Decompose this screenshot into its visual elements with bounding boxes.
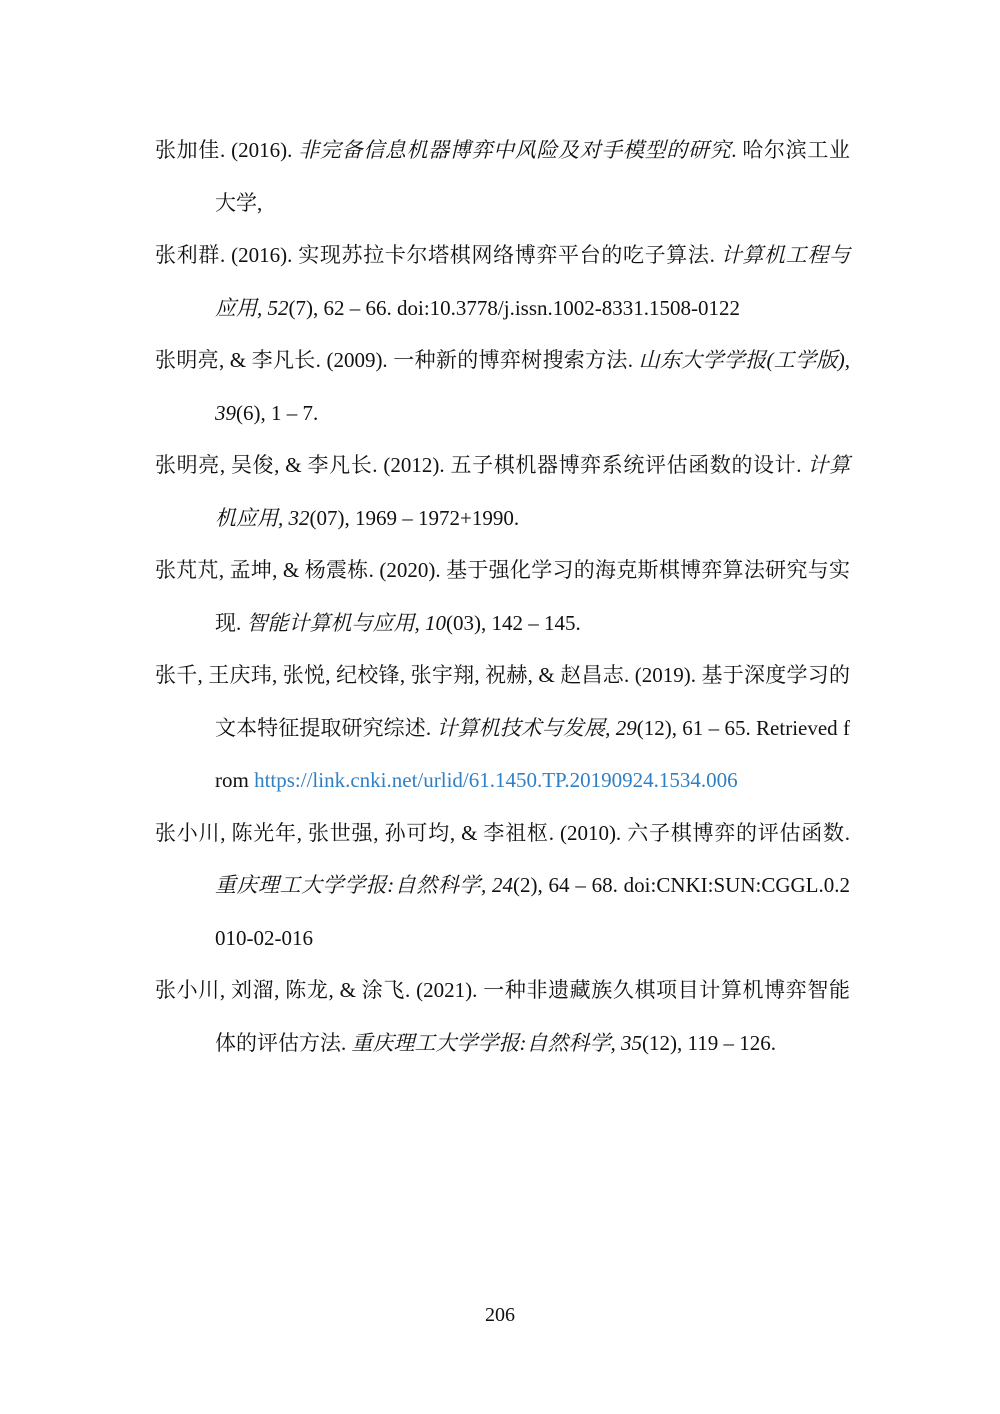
reference-authors: 张明亮, 吴俊, & 李凡长. (2012).: [155, 453, 451, 477]
reference-title: 五子棋机器博弈系统评估函数的设计.: [450, 453, 808, 477]
reference-publisher: . 哈尔滨工业大学,: [215, 138, 850, 215]
reference-journal: 计算机工程与应用: [215, 243, 850, 320]
reference-title: 基于深度学习的文本特征提取研究综述.: [215, 663, 850, 740]
reference-entry: [155, 439, 850, 544]
reference-authors: 张加佳. (2016).: [155, 138, 299, 162]
reference-details: (2), 64 – 68. doi:CNKI:SUN:CGGL.0.2010-02-016: [215, 873, 850, 950]
reference-separator: ,: [480, 873, 493, 897]
reference-title: 基于强化学习的海克斯棋博弈算法研究与实现.: [215, 558, 850, 635]
reference-url-link[interactable]: https://link.cnki.net/urlid/61.1450.TP.20190924.1534.006: [254, 768, 738, 792]
reference-details: (6), 1 – 7.: [236, 400, 319, 425]
reference-title: 一种非遗藏族久棋项目计算机博弈智能体的评估方法.: [215, 978, 850, 1055]
reference-journal: 智能计算机与应用: [246, 610, 415, 635]
reference-title: 实现苏拉卡尔塔棋网络博弈平台的吃子算法.: [298, 243, 721, 267]
reference-volume: 39: [215, 400, 236, 425]
reference-entry: [155, 544, 850, 649]
reference-authors: 张明亮, & 李凡长. (2009).: [155, 348, 394, 372]
reference-volume: 29: [615, 715, 637, 740]
reference-volume: 35: [621, 1030, 642, 1055]
reference-separator: ,: [414, 610, 425, 635]
reference-journal: 计算机应用: [215, 453, 851, 530]
reference-title: 一种新的博弈树搜索方法.: [393, 348, 639, 372]
reference-details: (03), 142 – 145.: [446, 610, 581, 635]
reference-entry: [155, 229, 850, 334]
reference-volume: 32: [288, 505, 310, 530]
reference-journal: 山东大学学报(工学版): [638, 348, 845, 372]
reference-details: (12), 61 – 65. Retrieved from: [215, 715, 851, 792]
reference-separator: ,: [605, 715, 616, 740]
reference-separator: ,: [257, 295, 268, 320]
reference-entry: [155, 964, 850, 1069]
reference-journal: 重庆理工大学学报:自然科学: [351, 1030, 611, 1055]
reference-authors: 张芃芃, 孟坤, & 杨震栋. (2020).: [155, 558, 447, 582]
reference-volume: 52: [267, 295, 289, 320]
reference-details: (7), 62 – 66. doi:10.3778/j.issn.1002-8331.1508-0122: [288, 295, 740, 320]
reference-details: (07), 1969 – 1972+1990.: [309, 505, 520, 530]
page-number: 206: [485, 1304, 515, 1326]
reference-entry: [155, 334, 850, 439]
reference-list: [155, 124, 850, 1069]
reference-separator: ,: [610, 1030, 621, 1055]
reference-entry: [155, 649, 850, 807]
reference-separator: ,: [844, 348, 850, 372]
reference-separator: ,: [278, 505, 289, 530]
reference-journal: 计算机技术与发展: [436, 715, 606, 740]
reference-journal: 重庆理工大学学报:自然科学: [215, 873, 481, 897]
reference-title: 六子棋博弈的评估函数.: [627, 820, 851, 845]
reference-authors: 张小川, 刘溜, 陈龙, & 涂飞. (2021).: [155, 978, 484, 1002]
reference-authors: 张千, 王庆玮, 张悦, 纪校锋, 张宇翔, 祝赫, & 赵昌志. (2019).: [155, 663, 702, 687]
reference-details: (12), 119 – 126.: [642, 1030, 776, 1055]
reference-title: 非完备信息机器博弈中风险及对手模型的研究: [298, 138, 732, 162]
reference-entry: [155, 124, 850, 229]
reference-entry: [155, 807, 850, 965]
reference-volume: 24: [492, 873, 514, 897]
reference-authors: 张小川, 陈光年, 张世强, 孙可均, & 李祖枢. (2010).: [155, 820, 628, 845]
reference-volume: 10: [425, 610, 446, 635]
reference-authors: 张利群. (2016).: [155, 243, 299, 267]
